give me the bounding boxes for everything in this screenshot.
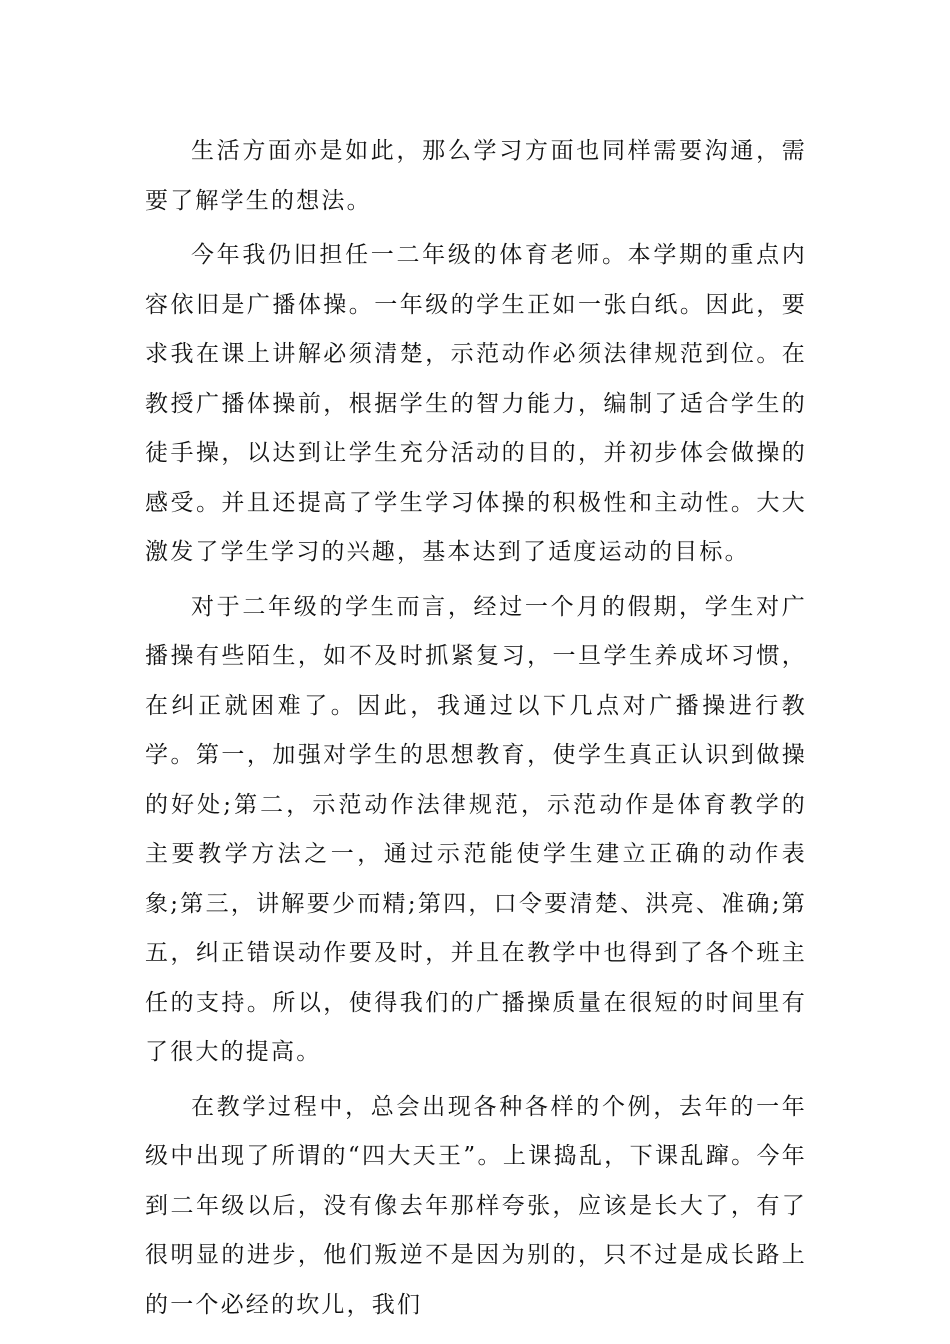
paragraph-1: 生活方面亦是如此，那么学习方面也同样需要沟通，需要了解学生的想法。 bbox=[145, 138, 807, 214]
paragraph-2: 今年我仍旧担任一二年级的体育老师。本学期的重点内容依旧是广播体操。一年级的学生正如一张白纸。因此，要求我在课上讲解必须清楚，示范动作必须法律规范到位。在教授广播体操前，根据学生的智力能力，编制了适合学生的徒手操，以达到让学生充分活动的目的，并初步体会做操的感受。并且还提高了学生学习体操的积极性和主动性。大大激发了学生学习的兴趣，基本达到了适度运动的目标。 bbox=[145, 242, 807, 565]
paragraph-3: 对于二年级的学生而言，经过一个月的假期，学生对广播操有些陌生，如不及时抓紧复习，一旦学生养成坏习惯，在纠正就困难了。因此，我通过以下几点对广播操进行教学。第一，加强对学生的思想教育，使学生真正认识到做操的好处;第二，示范动作法律规范，示范动作是体育教学的主要教学方法之一，通过示范能使学生建立正确的动作表象;第三，讲解要少而精;第四，口令要清楚、洪亮、准确;第五，纠正错误动作要及时，并且在教学中也得到了各个班主任的支持。所以，使得我们的广播操质量在很短的时间里有了很大的提高。 bbox=[145, 593, 807, 1065]
document-body bbox=[145, 127, 807, 1335]
paragraph-4: 在教学过程中，总会出现各种各样的个例，去年的一年级中出现了所谓的“四大天王”。上课捣乱，下课乱蹿。今年到二年级以后，没有像去年那样夸张，应该是长大了，有了很明显的进步，他们叛逆不是因为别的，只不过是成长路上的一个必经的坎儿，我们 bbox=[145, 1093, 807, 1318]
